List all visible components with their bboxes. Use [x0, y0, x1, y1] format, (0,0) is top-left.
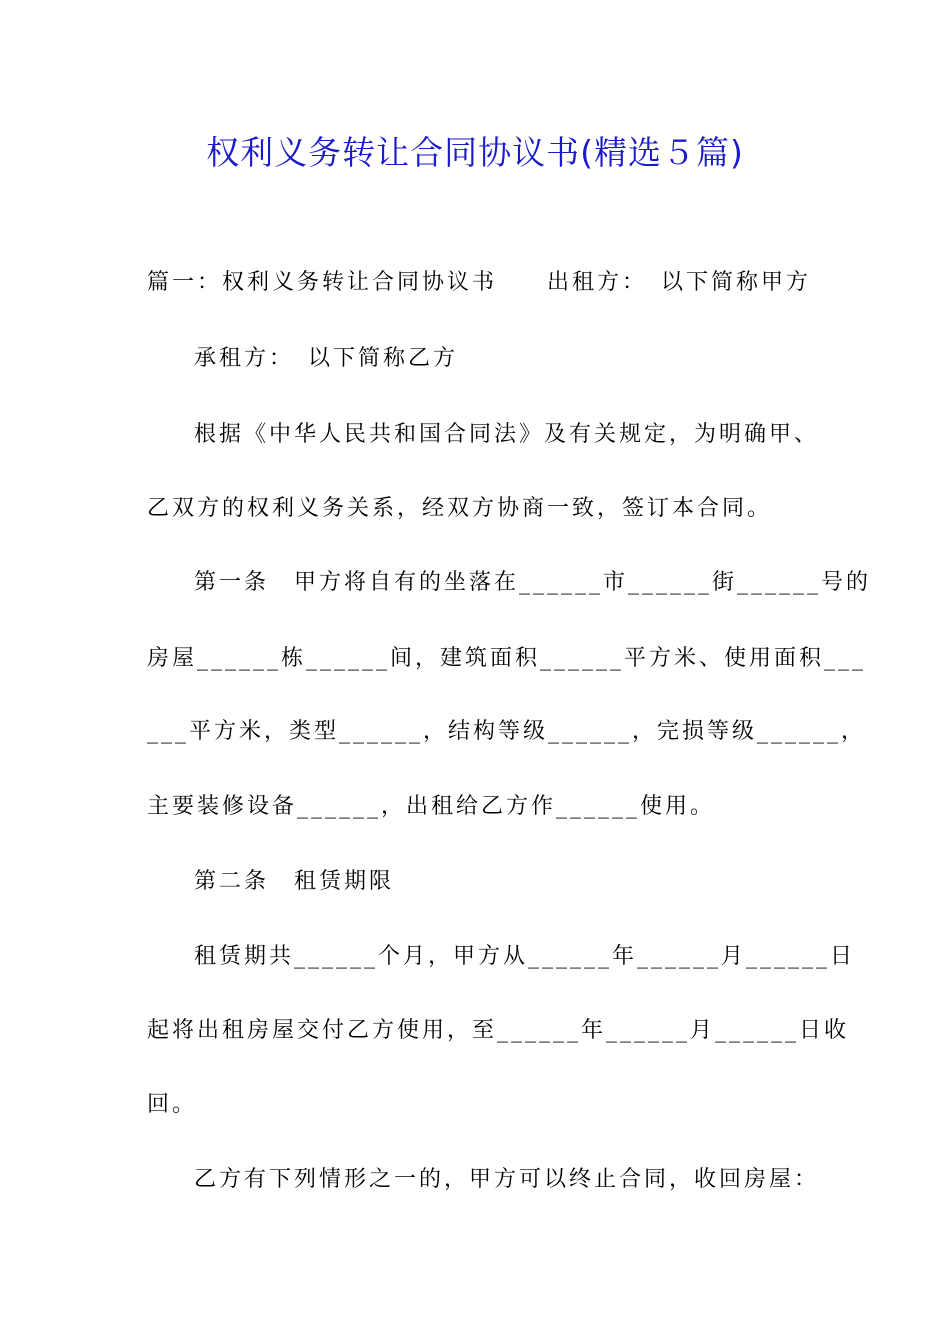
paragraph-line: ___平方米，类型______，结构等级______，完损等级______， [147, 719, 867, 744]
paragraph-line: 第二条 租赁期限 [194, 869, 395, 894]
paragraph-line: 租赁期共______个月，甲方从______年______月______日 [194, 944, 856, 969]
paragraph-line: 回。 [147, 1092, 198, 1117]
paragraph-line: 乙方有下列情形之一的，甲方可以终止合同，收回房屋： [194, 1167, 820, 1192]
paragraph-line: 主要装修设备______，出租给乙方作______使用。 [147, 794, 716, 819]
paragraph-line: 根据《中华人民共和国合同法》及有关规定，为明确甲、 [194, 422, 820, 447]
document-title: 权利义务转让合同协议书(精选５篇) [206, 133, 744, 172]
paragraph-line: 乙双方的权利义务关系，经双方协商一致，签订本合同。 [147, 496, 773, 521]
paragraph-line: 起将出租房屋交付乙方使用，至______年______月______日收 [147, 1018, 850, 1043]
paragraph-line: 承租方： 以下简称乙方 [194, 346, 459, 371]
paragraph-line: 房屋______栋______间，建筑面积______平方米、使用面积___ [147, 646, 867, 671]
paragraph-line: 篇一：权利义务转让合同协议书 出租方： 以下简称甲方 [147, 270, 812, 295]
paragraph-line: 第一条 甲方将自有的坐落在______市______街______号的 [194, 570, 872, 595]
